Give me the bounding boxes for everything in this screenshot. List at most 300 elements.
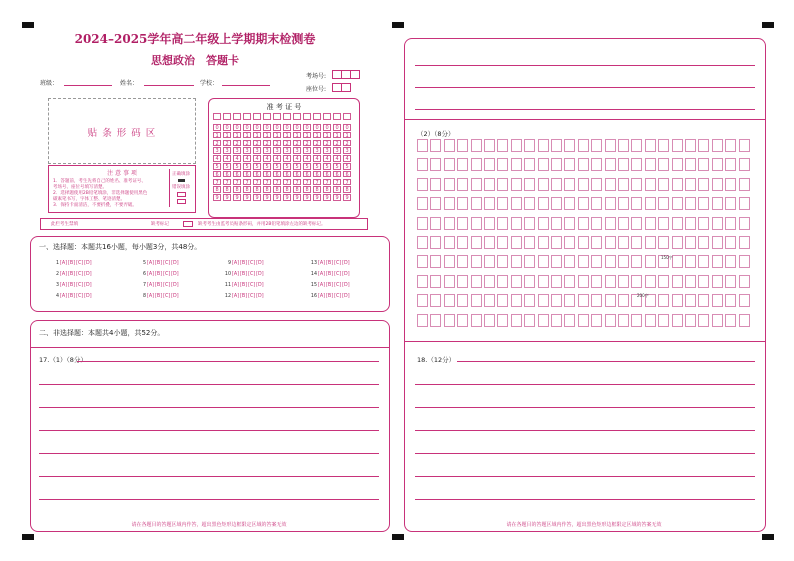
admission-digit-bubble[interactable]: 1	[283, 132, 291, 139]
writing-square[interactable]	[591, 236, 602, 249]
admission-digit-bubble[interactable]: 1	[243, 132, 251, 139]
admission-digit-bubble[interactable]: 5	[313, 163, 321, 170]
choice-bubble[interactable]: [B]	[155, 283, 163, 288]
writing-square[interactable]	[444, 255, 455, 268]
writing-square[interactable]	[618, 178, 629, 191]
writing-square[interactable]	[497, 178, 508, 191]
answer-line[interactable]	[415, 476, 755, 477]
writing-square[interactable]	[618, 294, 629, 307]
admission-digit-bubble[interactable]: 8	[343, 186, 351, 193]
writing-square[interactable]	[524, 255, 535, 268]
writing-square[interactable]	[484, 255, 495, 268]
writing-square[interactable]	[739, 178, 750, 191]
answer-line[interactable]	[415, 499, 755, 500]
choice-bubble[interactable]: [D]	[171, 261, 179, 266]
writing-square[interactable]	[739, 217, 750, 230]
admission-write-cell[interactable]	[253, 113, 261, 120]
admission-write-cell[interactable]	[333, 113, 341, 120]
admission-digit-bubble[interactable]: 3	[213, 147, 221, 154]
choice-bubble[interactable]: [C]	[334, 261, 342, 266]
admission-digit-bubble[interactable]: 8	[313, 186, 321, 193]
writing-square[interactable]	[578, 217, 589, 230]
writing-square[interactable]	[618, 139, 629, 152]
choice-bubble[interactable]: [B]	[68, 294, 76, 299]
admission-digit-bubble[interactable]: 7	[273, 179, 281, 186]
writing-square[interactable]	[538, 197, 549, 210]
answer-line[interactable]	[415, 430, 755, 431]
writing-square[interactable]	[417, 314, 428, 327]
admission-write-cell[interactable]	[273, 113, 281, 120]
writing-square[interactable]	[484, 275, 495, 288]
writing-square[interactable]	[698, 236, 709, 249]
admission-digit-bubble[interactable]: 5	[233, 163, 241, 170]
choice-bubble[interactable]: [A]	[232, 283, 240, 288]
writing-square[interactable]	[497, 255, 508, 268]
writing-square[interactable]	[538, 314, 549, 327]
answer-line[interactable]	[415, 65, 755, 66]
admission-digit-bubble[interactable]: 8	[233, 186, 241, 193]
admission-digit-bubble[interactable]: 1	[253, 132, 261, 139]
answer-line[interactable]	[415, 384, 755, 385]
writing-square[interactable]	[605, 294, 616, 307]
writing-square[interactable]	[497, 197, 508, 210]
writing-square[interactable]	[631, 255, 642, 268]
admission-digit-bubble[interactable]: 7	[343, 179, 351, 186]
writing-square[interactable]	[631, 217, 642, 230]
admission-digit-bubble[interactable]: 6	[313, 171, 321, 178]
writing-square[interactable]	[631, 236, 642, 249]
admission-digit-bubble[interactable]: 3	[333, 147, 341, 154]
choice-bubble[interactable]: [B]	[326, 261, 334, 266]
admission-digit-bubble[interactable]: 8	[223, 186, 231, 193]
admission-digit-bubble[interactable]: 1	[293, 132, 301, 139]
choice-bubble[interactable]: [B]	[326, 272, 334, 277]
admission-digit-bubble[interactable]: 1	[223, 132, 231, 139]
writing-square[interactable]	[618, 255, 629, 268]
writing-square[interactable]	[551, 294, 562, 307]
admission-digit-bubble[interactable]: 2	[273, 140, 281, 147]
writing-square[interactable]	[712, 158, 723, 171]
writing-square[interactable]	[497, 294, 508, 307]
writing-square[interactable]	[725, 275, 736, 288]
choice-bubble[interactable]: [C]	[248, 283, 256, 288]
writing-square[interactable]	[658, 178, 669, 191]
choice-bubble[interactable]: [C]	[163, 294, 171, 299]
choice-bubble[interactable]: [C]	[76, 294, 84, 299]
admission-digit-bubble[interactable]: 4	[293, 155, 301, 162]
writing-square[interactable]	[444, 197, 455, 210]
writing-square[interactable]	[484, 197, 495, 210]
writing-square[interactable]	[591, 314, 602, 327]
admission-digit-bubble[interactable]: 3	[273, 147, 281, 154]
writing-square[interactable]	[430, 236, 441, 249]
writing-square[interactable]	[618, 217, 629, 230]
writing-square[interactable]	[538, 236, 549, 249]
choice-bubble[interactable]: [D]	[342, 294, 350, 299]
writing-square[interactable]	[739, 236, 750, 249]
writing-square[interactable]	[685, 236, 696, 249]
writing-square[interactable]	[444, 158, 455, 171]
admission-digit-bubble[interactable]: 2	[223, 140, 231, 147]
writing-square[interactable]	[698, 294, 709, 307]
writing-square[interactable]	[444, 294, 455, 307]
admission-digit-bubble[interactable]: 4	[233, 155, 241, 162]
choice-bubble[interactable]: [C]	[76, 272, 84, 277]
writing-square[interactable]	[645, 197, 656, 210]
answer-line[interactable]	[39, 407, 379, 408]
writing-square[interactable]	[551, 255, 562, 268]
admission-digit-bubble[interactable]: 9	[233, 194, 241, 201]
admission-digit-bubble[interactable]: 8	[253, 186, 261, 193]
answer-line[interactable]	[39, 430, 379, 431]
writing-square[interactable]	[725, 178, 736, 191]
writing-square[interactable]	[471, 275, 482, 288]
writing-square[interactable]	[564, 158, 575, 171]
admission-digit-bubble[interactable]: 1	[333, 132, 341, 139]
admission-digit-bubble[interactable]: 6	[223, 171, 231, 178]
admission-write-cell[interactable]	[313, 113, 321, 120]
admission-digit-bubble[interactable]: 5	[273, 163, 281, 170]
writing-square[interactable]	[524, 275, 535, 288]
writing-square[interactable]	[591, 294, 602, 307]
writing-square[interactable]	[538, 217, 549, 230]
writing-square[interactable]	[645, 217, 656, 230]
writing-square[interactable]	[457, 178, 468, 191]
writing-square[interactable]	[430, 197, 441, 210]
writing-square[interactable]	[685, 158, 696, 171]
writing-square[interactable]	[605, 178, 616, 191]
choice-bubble[interactable]: [A]	[318, 261, 326, 266]
admission-digit-bubble[interactable]: 4	[333, 155, 341, 162]
admission-digit-bubble[interactable]: 8	[303, 186, 311, 193]
admission-digit-bubble[interactable]: 5	[333, 163, 341, 170]
writing-square[interactable]	[631, 314, 642, 327]
writing-square[interactable]	[685, 275, 696, 288]
writing-square[interactable]	[497, 236, 508, 249]
admission-digit-bubble[interactable]: 6	[293, 171, 301, 178]
admission-digit-bubble[interactable]: 3	[283, 147, 291, 154]
writing-square[interactable]	[511, 217, 522, 230]
writing-square[interactable]	[672, 158, 683, 171]
answer-line[interactable]	[457, 361, 755, 362]
name-field[interactable]	[144, 85, 194, 86]
choice-bubble[interactable]: [C]	[334, 283, 342, 288]
choice-bubble[interactable]: [A]	[147, 294, 155, 299]
admission-digit-bubble[interactable]: 0	[313, 124, 321, 131]
writing-square[interactable]	[511, 178, 522, 191]
admission-digit-bubble[interactable]: 7	[213, 179, 221, 186]
admission-digit-bubble[interactable]: 1	[313, 132, 321, 139]
admission-digit-bubble[interactable]: 5	[293, 163, 301, 170]
writing-square[interactable]	[457, 314, 468, 327]
writing-square[interactable]	[457, 217, 468, 230]
writing-square[interactable]	[725, 139, 736, 152]
writing-square[interactable]	[591, 178, 602, 191]
choice-bubble[interactable]: [B]	[240, 261, 248, 266]
admission-digit-bubble[interactable]: 7	[233, 179, 241, 186]
admission-digit-bubble[interactable]: 0	[293, 124, 301, 131]
answer-line[interactable]	[415, 87, 755, 88]
writing-square[interactable]	[497, 158, 508, 171]
writing-square[interactable]	[471, 178, 482, 191]
admission-digit-bubble[interactable]: 6	[263, 171, 271, 178]
writing-square[interactable]	[484, 217, 495, 230]
writing-square[interactable]	[605, 236, 616, 249]
answer-line[interactable]	[77, 361, 379, 362]
writing-square[interactable]	[538, 178, 549, 191]
writing-square[interactable]	[417, 236, 428, 249]
writing-square[interactable]	[672, 236, 683, 249]
writing-square[interactable]	[578, 294, 589, 307]
admission-digit-bubble[interactable]: 9	[263, 194, 271, 201]
writing-square[interactable]	[430, 294, 441, 307]
writing-square[interactable]	[725, 197, 736, 210]
admission-digit-bubble[interactable]: 1	[323, 132, 331, 139]
writing-square[interactable]	[725, 236, 736, 249]
writing-square[interactable]	[712, 236, 723, 249]
admission-digit-bubble[interactable]: 8	[213, 186, 221, 193]
writing-square[interactable]	[658, 158, 669, 171]
writing-square[interactable]	[538, 158, 549, 171]
admission-digit-bubble[interactable]: 2	[283, 140, 291, 147]
admission-digit-bubble[interactable]: 3	[233, 147, 241, 154]
writing-square[interactable]	[484, 178, 495, 191]
admission-digit-bubble[interactable]: 8	[273, 186, 281, 193]
writing-square[interactable]	[417, 294, 428, 307]
choice-bubble[interactable]: [D]	[84, 294, 92, 299]
writing-square[interactable]	[457, 197, 468, 210]
writing-square[interactable]	[417, 275, 428, 288]
writing-square[interactable]	[551, 236, 562, 249]
admission-digit-bubble[interactable]: 2	[263, 140, 271, 147]
writing-square[interactable]	[698, 217, 709, 230]
admission-digit-bubble[interactable]: 9	[323, 194, 331, 201]
choice-bubble[interactable]: [A]	[60, 283, 68, 288]
writing-square[interactable]	[725, 217, 736, 230]
choice-bubble[interactable]: [A]	[147, 272, 155, 277]
writing-square[interactable]	[417, 178, 428, 191]
choice-bubble[interactable]: [D]	[84, 283, 92, 288]
admission-digit-bubble[interactable]: 0	[323, 124, 331, 131]
answer-line[interactable]	[39, 476, 379, 477]
choice-bubble[interactable]: [A]	[232, 294, 240, 299]
writing-square[interactable]	[524, 217, 535, 230]
writing-square[interactable]	[471, 139, 482, 152]
writing-square[interactable]	[645, 255, 656, 268]
admission-digit-bubble[interactable]: 2	[233, 140, 241, 147]
writing-square[interactable]	[578, 158, 589, 171]
admission-digit-bubble[interactable]: 8	[263, 186, 271, 193]
writing-square[interactable]	[698, 314, 709, 327]
admission-digit-bubble[interactable]: 0	[233, 124, 241, 131]
writing-square[interactable]	[497, 139, 508, 152]
admission-digit-bubble[interactable]: 1	[273, 132, 281, 139]
writing-square[interactable]	[538, 255, 549, 268]
admission-digit-bubble[interactable]: 0	[343, 124, 351, 131]
writing-grid[interactable]	[417, 139, 757, 339]
writing-square[interactable]	[457, 275, 468, 288]
choice-bubble[interactable]: [C]	[163, 261, 171, 266]
writing-square[interactable]	[471, 217, 482, 230]
writing-square[interactable]	[524, 197, 535, 210]
choice-bubble[interactable]: [A]	[318, 272, 326, 277]
admission-digit-bubble[interactable]: 0	[223, 124, 231, 131]
admission-digit-bubble[interactable]: 2	[213, 140, 221, 147]
admission-digit-bubble[interactable]: 7	[313, 179, 321, 186]
writing-square[interactable]	[645, 275, 656, 288]
choice-bubble[interactable]: [A]	[232, 261, 240, 266]
choice-bubble[interactable]: [B]	[326, 283, 334, 288]
admission-digit-bubble[interactable]: 6	[333, 171, 341, 178]
writing-square[interactable]	[725, 158, 736, 171]
choice-bubble[interactable]: [D]	[171, 294, 179, 299]
answer-line[interactable]	[39, 453, 379, 454]
choice-bubble[interactable]: [A]	[147, 261, 155, 266]
admission-digit-bubble[interactable]: 3	[323, 147, 331, 154]
writing-square[interactable]	[564, 255, 575, 268]
admission-write-cell[interactable]	[233, 113, 241, 120]
admission-digit-bubble[interactable]: 3	[263, 147, 271, 154]
admission-digit-bubble[interactable]: 4	[213, 155, 221, 162]
writing-square[interactable]	[457, 236, 468, 249]
writing-square[interactable]	[524, 139, 535, 152]
writing-square[interactable]	[578, 275, 589, 288]
choice-bubble[interactable]: [C]	[163, 283, 171, 288]
writing-square[interactable]	[538, 275, 549, 288]
writing-square[interactable]	[591, 275, 602, 288]
writing-square[interactable]	[685, 314, 696, 327]
choice-bubble[interactable]: [A]	[60, 272, 68, 277]
writing-square[interactable]	[672, 255, 683, 268]
admission-write-cell[interactable]	[223, 113, 231, 120]
writing-square[interactable]	[471, 294, 482, 307]
admission-digit-bubble[interactable]: 4	[323, 155, 331, 162]
admission-digit-bubble[interactable]: 4	[313, 155, 321, 162]
writing-square[interactable]	[725, 294, 736, 307]
admission-digit-bubble[interactable]: 3	[343, 147, 351, 154]
admission-digit-bubble[interactable]: 6	[213, 171, 221, 178]
admission-digit-bubble[interactable]: 5	[213, 163, 221, 170]
admission-digit-bubble[interactable]: 0	[263, 124, 271, 131]
admission-digit-bubble[interactable]: 2	[293, 140, 301, 147]
admission-digit-bubble[interactable]: 7	[223, 179, 231, 186]
writing-square[interactable]	[484, 314, 495, 327]
writing-square[interactable]	[524, 294, 535, 307]
writing-square[interactable]	[551, 158, 562, 171]
admission-write-cell[interactable]	[293, 113, 301, 120]
writing-square[interactable]	[591, 217, 602, 230]
writing-square[interactable]	[645, 178, 656, 191]
writing-square[interactable]	[712, 314, 723, 327]
choice-bubble[interactable]: [D]	[342, 261, 350, 266]
writing-square[interactable]	[551, 139, 562, 152]
writing-square[interactable]	[471, 314, 482, 327]
admission-digit-bubble[interactable]: 5	[323, 163, 331, 170]
admission-digit-bubble[interactable]: 0	[283, 124, 291, 131]
choice-bubble[interactable]: [C]	[76, 261, 84, 266]
writing-square[interactable]	[645, 314, 656, 327]
choice-bubble[interactable]: [C]	[334, 294, 342, 299]
writing-square[interactable]	[430, 255, 441, 268]
writing-square[interactable]	[578, 178, 589, 191]
writing-square[interactable]	[564, 197, 575, 210]
writing-square[interactable]	[430, 139, 441, 152]
writing-square[interactable]	[511, 255, 522, 268]
admission-digit-bubble[interactable]: 5	[243, 163, 251, 170]
writing-square[interactable]	[511, 236, 522, 249]
choice-bubble[interactable]: [B]	[68, 261, 76, 266]
writing-square[interactable]	[698, 139, 709, 152]
writing-square[interactable]	[739, 139, 750, 152]
admission-digit-bubble[interactable]: 3	[223, 147, 231, 154]
writing-square[interactable]	[484, 294, 495, 307]
writing-square[interactable]	[631, 139, 642, 152]
writing-square[interactable]	[698, 178, 709, 191]
admission-digit-bubble[interactable]: 5	[223, 163, 231, 170]
choice-bubble[interactable]: [B]	[240, 294, 248, 299]
writing-square[interactable]	[672, 217, 683, 230]
writing-square[interactable]	[712, 217, 723, 230]
writing-square[interactable]	[417, 158, 428, 171]
admission-digit-bubble[interactable]: 0	[273, 124, 281, 131]
admission-digit-bubble[interactable]: 9	[243, 194, 251, 201]
admission-digit-bubble[interactable]: 4	[263, 155, 271, 162]
writing-square[interactable]	[712, 197, 723, 210]
writing-square[interactable]	[712, 275, 723, 288]
admission-digit-bubble[interactable]: 4	[243, 155, 251, 162]
writing-square[interactable]	[739, 314, 750, 327]
writing-square[interactable]	[725, 314, 736, 327]
choice-bubble[interactable]: [D]	[256, 294, 264, 299]
writing-square[interactable]	[578, 139, 589, 152]
admission-digit-bubble[interactable]: 9	[283, 194, 291, 201]
writing-square[interactable]	[430, 314, 441, 327]
writing-square[interactable]	[430, 275, 441, 288]
writing-square[interactable]	[551, 217, 562, 230]
admission-write-cell[interactable]	[303, 113, 311, 120]
choice-bubble[interactable]: [D]	[171, 272, 179, 277]
admission-write-cell[interactable]	[283, 113, 291, 120]
admission-digit-bubble[interactable]: 5	[343, 163, 351, 170]
writing-square[interactable]	[618, 197, 629, 210]
writing-square[interactable]	[631, 178, 642, 191]
writing-square[interactable]	[524, 178, 535, 191]
writing-square[interactable]	[497, 314, 508, 327]
writing-square[interactable]	[645, 236, 656, 249]
admission-digit-bubble[interactable]: 2	[313, 140, 321, 147]
writing-square[interactable]	[618, 314, 629, 327]
writing-square[interactable]	[511, 294, 522, 307]
admission-digit-bubble[interactable]: 7	[243, 179, 251, 186]
writing-square[interactable]	[457, 255, 468, 268]
seat-boxes[interactable]	[332, 83, 351, 92]
admission-digit-bubble[interactable]: 8	[283, 186, 291, 193]
writing-square[interactable]	[725, 255, 736, 268]
writing-square[interactable]	[551, 178, 562, 191]
choice-bubble[interactable]: [A]	[318, 294, 326, 299]
writing-square[interactable]	[538, 139, 549, 152]
writing-square[interactable]	[685, 178, 696, 191]
admission-digit-bubble[interactable]: 8	[243, 186, 251, 193]
writing-square[interactable]	[712, 294, 723, 307]
admission-digit-bubble[interactable]: 0	[243, 124, 251, 131]
writing-square[interactable]	[417, 197, 428, 210]
writing-square[interactable]	[551, 275, 562, 288]
admission-digit-bubble[interactable]: 5	[263, 163, 271, 170]
admission-digit-bubble[interactable]: 1	[343, 132, 351, 139]
admission-digit-bubble[interactable]: 4	[343, 155, 351, 162]
admission-digit-bubble[interactable]: 0	[253, 124, 261, 131]
